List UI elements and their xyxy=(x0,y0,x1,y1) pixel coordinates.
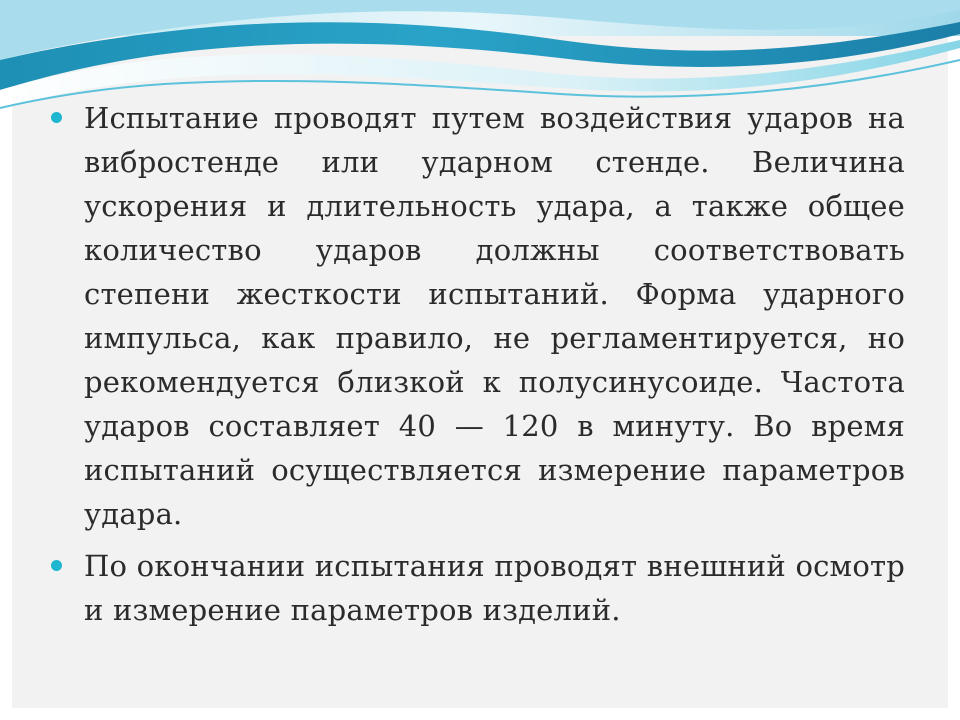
bullet-dot-icon xyxy=(51,112,62,123)
bullet-item xyxy=(50,544,905,632)
bullet-text: Испытание проводят путем воздействия ударов на вибростенде или ударном стенде. Величина ускорения и длительность удара, а также общее количество ударов должны соответствовать степени жесткости испытаний. Форма ударного импульса, как правило, не регламентируется, но рекомендуется близкой к полусинусоиде. Частота ударов составляет 40 — 120 в минуту. Во время испытаний осуществляется измерение параметров удара. xyxy=(84,101,905,531)
bullet-text: По окончании испытания проводят внешний осмотр и измерение параметров изделий. xyxy=(84,549,905,627)
bullet-list xyxy=(50,96,905,640)
bullet-dot-icon xyxy=(51,560,62,571)
bullet-item xyxy=(50,96,905,536)
